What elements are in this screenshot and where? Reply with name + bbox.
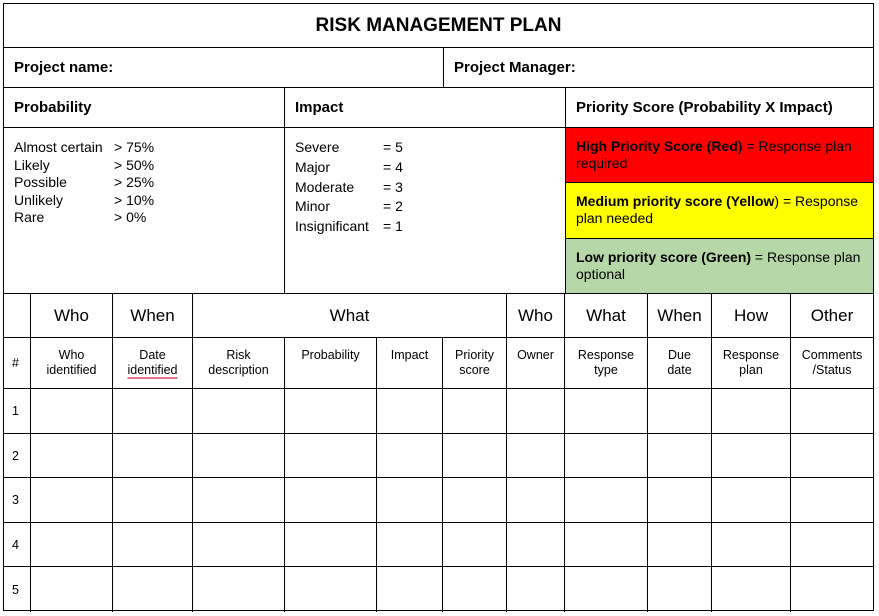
probability-scale [4, 128, 285, 294]
group-who-owner: Who [507, 294, 565, 338]
probability-cell[interactable] [285, 567, 377, 612]
col-response-plan: Response plan [712, 338, 791, 389]
response-type-cell[interactable] [565, 434, 648, 478]
probability-item [14, 209, 284, 227]
comments-status-cell[interactable] [791, 523, 873, 567]
date-identified-cell[interactable] [113, 389, 193, 434]
priority-heading: Priority Score (Probability X Impact) [566, 88, 873, 128]
group-other: Other [791, 294, 873, 338]
low-priority-box [566, 239, 873, 294]
probability-cell[interactable] [285, 434, 377, 478]
risk-description-cell[interactable] [193, 523, 285, 567]
col-due-date: Due date [648, 338, 712, 389]
col-owner: Owner [507, 338, 565, 389]
group-when-due: When [648, 294, 712, 338]
high-priority-text: = Response plan required [576, 138, 852, 171]
impact-item [295, 158, 565, 178]
comments-status-cell[interactable] [791, 567, 873, 612]
group-what-response: What [565, 294, 648, 338]
high-priority-box [566, 128, 873, 183]
priority-score-cell[interactable] [443, 523, 507, 567]
owner-cell[interactable] [507, 434, 565, 478]
probability-item-label: Possible [14, 174, 67, 190]
row-number: 4 [4, 523, 31, 567]
who-identified-cell[interactable] [31, 523, 113, 567]
group-blank [4, 294, 31, 338]
date-identified-cell[interactable] [113, 434, 193, 478]
priority-score-cell[interactable] [443, 389, 507, 434]
row-number: 3 [4, 478, 31, 523]
page-title: RISK MANAGEMENT PLAN [4, 4, 873, 48]
date-identified-cell[interactable] [113, 478, 193, 523]
impact-item [295, 217, 565, 237]
impact-item [295, 197, 565, 217]
impact-item-label: Minor [295, 198, 331, 215]
probability-item-label: Unlikely [14, 191, 64, 208]
probability-item-value: > 50% [114, 156, 155, 173]
probability-cell[interactable] [285, 523, 377, 567]
impact-item-value: = 1 [383, 218, 403, 235]
response-plan-cell[interactable] [712, 389, 791, 434]
priority-score-cell[interactable] [443, 478, 507, 523]
impact-heading: Impact [285, 88, 566, 128]
owner-cell[interactable] [507, 389, 565, 434]
owner-cell[interactable] [507, 567, 565, 612]
impact-cell[interactable] [377, 478, 443, 523]
impact-item-value: = 5 [383, 139, 403, 155]
group-how: How [712, 294, 791, 338]
probability-cell[interactable] [285, 389, 377, 434]
impact-item-label: Insignificant [295, 218, 369, 235]
group-who: Who [31, 294, 113, 338]
probability-heading: Probability [4, 88, 285, 128]
priority-score-cell[interactable] [443, 567, 507, 612]
col-response-type: Response type [565, 338, 648, 389]
risk-management-plan-table [3, 3, 874, 611]
risk-description-cell[interactable] [193, 434, 285, 478]
risk-description-cell[interactable] [193, 478, 285, 523]
impact-item-value: = 3 [383, 178, 403, 195]
probability-item [14, 139, 284, 157]
impact-cell[interactable] [377, 567, 443, 612]
probability-item [14, 174, 284, 192]
impact-cell[interactable] [377, 389, 443, 434]
col-identified-label: identified [127, 363, 178, 377]
group-when: When [113, 294, 193, 338]
comments-status-cell[interactable] [791, 434, 873, 478]
due-date-cell[interactable] [648, 389, 712, 434]
col-risk-description: Risk description [193, 338, 285, 389]
risk-description-cell[interactable] [193, 389, 285, 434]
row-number: 5 [4, 567, 31, 612]
response-plan-cell[interactable] [712, 434, 791, 478]
due-date-cell[interactable] [648, 478, 712, 523]
response-type-cell[interactable] [565, 567, 648, 612]
who-identified-cell[interactable] [31, 389, 113, 434]
probability-item-label: Likely [14, 156, 50, 173]
probability-item-value: > 25% [114, 174, 155, 190]
medium-priority-text: ) = Response plan needed [576, 193, 859, 226]
impact-cell[interactable] [377, 523, 443, 567]
date-identified-cell[interactable] [113, 523, 193, 567]
impact-item [295, 178, 565, 198]
project-manager-label: Project Manager: [444, 48, 873, 88]
col-comments-status: Comments /Status [791, 338, 873, 389]
row-number: 1 [4, 389, 31, 434]
probability-item-value: > 75% [114, 139, 155, 155]
impact-item [295, 138, 565, 158]
col-number: # [4, 338, 31, 389]
risk-description-cell[interactable] [193, 567, 285, 612]
comments-status-cell[interactable] [791, 478, 873, 523]
col-who-identified: Who identified [31, 338, 113, 389]
high-priority-title: High Priority Score (Red) [576, 138, 743, 154]
owner-cell[interactable] [507, 523, 565, 567]
probability-item [14, 192, 284, 210]
col-date-identified [113, 338, 193, 389]
impact-item-label: Moderate [295, 178, 355, 195]
who-identified-cell[interactable] [31, 434, 113, 478]
response-type-cell[interactable] [565, 523, 648, 567]
probability-cell[interactable] [285, 478, 377, 523]
due-date-cell[interactable] [648, 523, 712, 567]
impact-item-value: = 4 [383, 158, 403, 175]
impact-item-label: Severe [295, 139, 340, 155]
low-priority-title: Low priority score (Green) [576, 249, 752, 265]
priority-score-cell[interactable] [443, 434, 507, 478]
response-type-cell[interactable] [565, 478, 648, 523]
due-date-cell[interactable] [648, 434, 712, 478]
medium-priority-box [566, 183, 873, 239]
impact-item-label: Major [295, 158, 331, 175]
impact-cell[interactable] [377, 434, 443, 478]
group-what: What [193, 294, 507, 338]
probability-item-value: > 0% [114, 209, 147, 225]
response-plan-cell[interactable] [712, 567, 791, 612]
who-identified-cell[interactable] [31, 567, 113, 612]
due-date-cell[interactable] [648, 567, 712, 612]
comments-status-cell[interactable] [791, 389, 873, 434]
col-priority-score: Priority score [443, 338, 507, 389]
owner-cell[interactable] [507, 478, 565, 523]
who-identified-cell[interactable] [31, 478, 113, 523]
impact-item-value: = 2 [383, 198, 403, 215]
col-impact: Impact [377, 338, 443, 389]
probability-item-label: Rare [14, 209, 45, 225]
medium-priority-title: Medium priority score (Yellow [576, 193, 775, 209]
col-probability: Probability [285, 338, 377, 389]
response-plan-cell[interactable] [712, 478, 791, 523]
low-priority-text: = Response plan optional [576, 249, 861, 282]
probability-item-label: Almost certain [14, 139, 103, 155]
response-plan-cell[interactable] [712, 523, 791, 567]
probability-item [14, 157, 284, 175]
response-type-cell[interactable] [565, 389, 648, 434]
project-name-label: Project name: [4, 48, 444, 88]
row-number: 2 [4, 434, 31, 478]
impact-scale [285, 128, 566, 294]
col-date-label: Date [139, 348, 166, 362]
date-identified-cell[interactable] [113, 567, 193, 612]
probability-item-value: > 10% [114, 191, 155, 208]
